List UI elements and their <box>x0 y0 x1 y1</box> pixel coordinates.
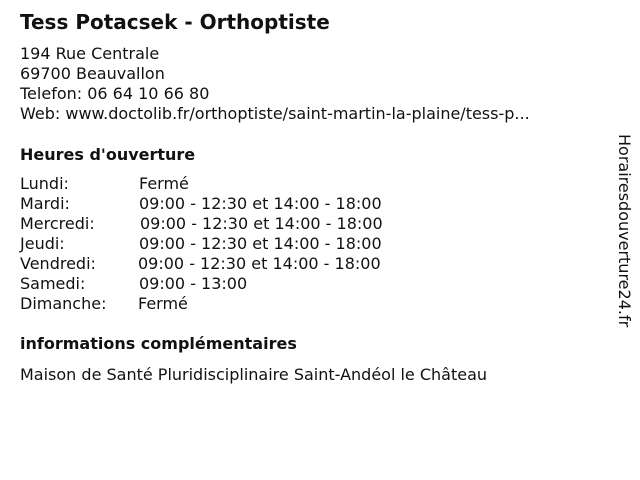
hours-day: Dimanche: <box>20 294 107 313</box>
hours-time: 09:00 - 12:30 et 14:00 - 18:00 <box>139 194 382 213</box>
hours-day: Vendredi: <box>20 254 96 273</box>
hours-time: Fermé <box>139 174 189 193</box>
info-heading: informations complémentaires <box>20 334 297 353</box>
site-watermark: Horairesdouverture24.fr <box>615 134 634 328</box>
hours-time: 09:00 - 12:30 et 14:00 - 18:00 <box>140 214 383 233</box>
address-block <box>20 44 530 124</box>
hours-time: 09:00 - 12:30 et 14:00 - 18:00 <box>138 254 381 273</box>
business-title: Tess Potacsek - Orthoptiste <box>20 10 330 34</box>
hours-time: 09:00 - 12:30 et 14:00 - 18:00 <box>139 234 382 253</box>
info-text: Maison de Santé Pluridisciplinaire Saint-Andéol le Château <box>20 365 488 384</box>
hours-day: Lundi: <box>20 174 69 193</box>
hours-day: Mercredi: <box>20 214 95 233</box>
website-link[interactable]: Web: www.doctolib.fr/orthoptiste/saint-martin-la-plaine/tess-p... <box>20 104 530 123</box>
hours-day: Samedi: <box>20 274 86 293</box>
phone-number: Telefon: 06 64 10 66 80 <box>20 84 210 103</box>
hours-time: 09:00 - 13:00 <box>139 274 248 293</box>
hours-day: Mardi: <box>20 194 70 213</box>
hours-time: Fermé <box>138 294 188 313</box>
hours-heading: Heures d'ouverture <box>20 145 196 164</box>
hours-day: Jeudi: <box>20 234 65 253</box>
address-city: 69700 Beauvallon <box>20 64 165 83</box>
address-street: 194 Rue Centrale <box>20 44 160 63</box>
